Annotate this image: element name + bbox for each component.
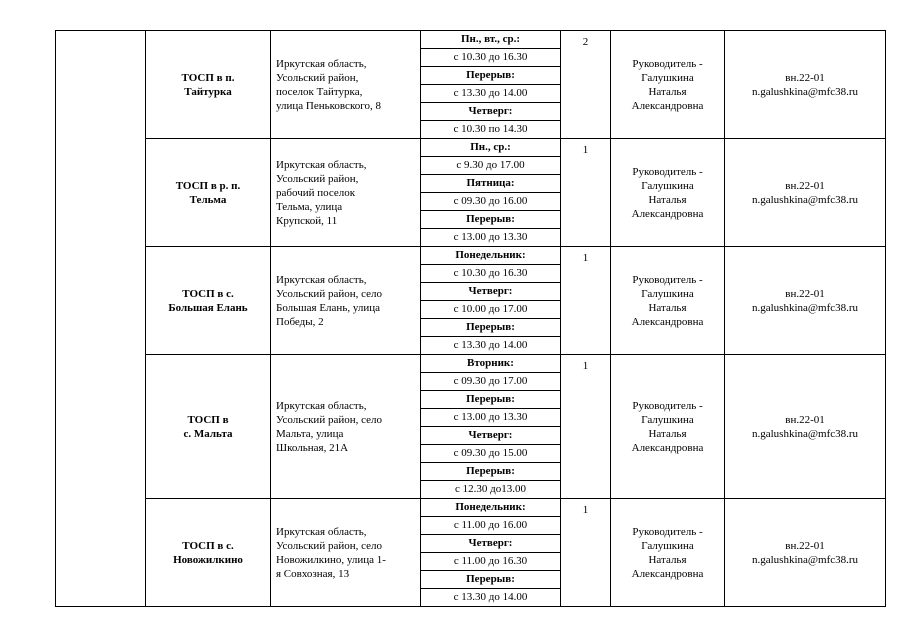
office-address-line: Усольский район, (276, 71, 359, 84)
office-head-line: Галушкина (641, 287, 694, 300)
schedule-heading: Четверг: (421, 283, 560, 301)
office-schedule-cell (421, 499, 561, 607)
office-count-value: 1 (582, 252, 589, 264)
office-schedule-cell (421, 247, 561, 355)
office-name-line: ТОСП в р. п. (175, 179, 241, 192)
office-count-cell (561, 139, 611, 247)
office-address-line: улица Пеньковского, 8 (276, 99, 381, 112)
office-head-line: Александровна (631, 207, 704, 220)
schedule-heading: Перерыв: (421, 391, 560, 409)
office-count-value: 1 (582, 504, 589, 516)
office-head-cell (611, 247, 725, 355)
office-address-line: Усольский район, (276, 172, 359, 185)
office-contact-cell (725, 139, 886, 247)
office-contact-line: вн.22-01 (785, 287, 825, 300)
office-contact-cell (725, 31, 886, 139)
office-schedule-cell (421, 31, 561, 139)
office-address-line: Большая Елань, улица (276, 301, 380, 314)
office-address-line: Иркутская область, (276, 525, 367, 538)
office-address-line: Усольский район, село (276, 539, 383, 552)
office-contact-cell (725, 499, 886, 607)
office-head-line: Галушкина (641, 413, 694, 426)
schedule-hours: с 13.30 до 14.00 (453, 339, 528, 351)
schedule-heading: Перерыв: (421, 67, 560, 85)
office-count-value: 2 (582, 36, 589, 48)
schedule-heading: Перерыв: (421, 463, 560, 481)
office-schedule-cell (421, 355, 561, 499)
office-address-line: Усольский район, село (276, 413, 383, 426)
schedule-hours: с 10.00 до 17.00 (421, 301, 560, 319)
office-head-cell (611, 355, 725, 499)
office-address-line: Школьная, 21А (276, 441, 349, 454)
schedule-heading: Четверг: (421, 535, 560, 553)
office-head-line: Руководитель - (632, 273, 703, 286)
schedule-heading: Четверг: (421, 427, 560, 445)
office-head-cell (611, 499, 725, 607)
office-head-line: Галушкина (641, 539, 694, 552)
office-head-line: Александровна (631, 99, 704, 112)
office-schedule-cell (421, 139, 561, 247)
office-head-line: Руководитель - (632, 57, 703, 70)
schedule-heading: Пятница: (421, 175, 560, 193)
office-address-line: Усольский район, село (276, 287, 383, 300)
office-contact-line: n.galushkina@mfc38.ru (751, 427, 859, 440)
schedule-hours: с 10.30 по 14.30 (453, 123, 528, 135)
office-count-cell (561, 355, 611, 499)
office-address-line: Иркутская область, (276, 57, 367, 70)
office-name-line: ТОСП в с. (182, 539, 234, 552)
office-contact-line: n.galushkina@mfc38.ru (751, 301, 859, 314)
office-name-cell (146, 31, 271, 139)
schedule-heading: Четверг: (421, 103, 560, 121)
schedule-hours: с 11.00 до 16.00 (421, 517, 560, 535)
office-head-cell (611, 139, 725, 247)
schedule-heading: Пн., вт., ср.: (421, 31, 560, 49)
office-address-line: Иркутская область, (276, 273, 367, 286)
office-address-cell (271, 247, 421, 355)
schedule-hours: с 10.30 до 16.30 (421, 49, 560, 67)
office-contact-line: n.galushkina@mfc38.ru (751, 85, 859, 98)
office-head-line: Наталья (648, 301, 687, 314)
office-head-line: Наталья (648, 193, 687, 206)
office-head-cell (611, 31, 725, 139)
office-contact-cell (725, 247, 886, 355)
office-address-line: Иркутская область, (276, 158, 367, 171)
office-address-cell (271, 139, 421, 247)
office-name-line: ТОСП в (187, 413, 229, 426)
schedule-hours: с 13.30 до 14.00 (453, 591, 528, 603)
office-address-cell (271, 31, 421, 139)
office-address-line: Крупской, 11 (276, 214, 338, 227)
table-row (56, 247, 886, 355)
office-head-line: Галушкина (641, 71, 694, 84)
schedule-heading: Понедельник: (421, 247, 560, 265)
office-head-line: Руководитель - (632, 525, 703, 538)
office-head-line: Наталья (648, 427, 687, 440)
office-head-line: Наталья (648, 553, 687, 566)
office-name-line: Новожилкино (173, 553, 243, 566)
office-address-line: Новожилкино, улица 1- (276, 553, 386, 566)
schedule-hours: с 09.30 до 16.00 (421, 193, 560, 211)
table-row (56, 31, 886, 139)
schedule-heading: Вторник: (421, 355, 560, 373)
office-contact-cell (725, 355, 886, 499)
schedule-hours: с 9.30 до 17.00 (421, 157, 560, 175)
schedule-hours: с 13.00 до 13.30 (453, 231, 528, 243)
office-name-line: ТОСП в п. (181, 71, 235, 84)
office-address-cell (271, 355, 421, 499)
office-count-cell (561, 247, 611, 355)
office-contact-line: n.galushkina@mfc38.ru (751, 193, 859, 206)
office-head-line: Наталья (648, 85, 687, 98)
schedule-hours: с 09.30 до 15.00 (421, 445, 560, 463)
table-row (56, 499, 886, 607)
office-head-line: Александровна (631, 315, 704, 328)
schedule-heading: Пн., ср.: (421, 139, 560, 157)
office-name-cell (146, 247, 271, 355)
office-count-cell (561, 499, 611, 607)
office-name-cell (146, 355, 271, 499)
office-count-value: 1 (582, 360, 589, 372)
office-head-line: Руководитель - (632, 399, 703, 412)
schedule-hours: с 10.30 до 16.30 (421, 265, 560, 283)
office-name-cell (146, 499, 271, 607)
office-count-cell (561, 31, 611, 139)
office-contact-line: вн.22-01 (785, 539, 825, 552)
office-name-cell (146, 139, 271, 247)
office-contact-line: вн.22-01 (785, 413, 825, 426)
office-head-line: Александровна (631, 441, 704, 454)
office-name-line: с. Мальта (183, 427, 233, 440)
table-row (56, 355, 886, 499)
office-head-line: Галушкина (641, 179, 694, 192)
office-address-line: поселок Тайтурка, (276, 85, 363, 98)
office-address-line: Мальта, улица (276, 427, 344, 440)
schedule-hours: с 13.00 до 13.30 (421, 409, 560, 427)
office-address-line: Иркутская область, (276, 399, 367, 412)
schedule-hours: с 09.30 до 17.00 (421, 373, 560, 391)
offices-table-body (56, 31, 886, 607)
office-contact-line: вн.22-01 (785, 71, 825, 84)
schedule-hours: с 11.00 до 16.30 (421, 553, 560, 571)
schedule-heading: Перерыв: (421, 571, 560, 589)
office-address-line: Победы, 2 (276, 315, 324, 328)
office-address-line: я Совхозная, 13 (276, 567, 350, 580)
office-address-line: Тельма, улица (276, 200, 343, 213)
schedule-hours: с 13.30 до 14.00 (421, 85, 560, 103)
schedule-heading: Перерыв: (421, 319, 560, 337)
office-name-line: Большая Елань (168, 301, 248, 314)
office-name-line: Тайтурка (184, 85, 232, 98)
table-row (56, 139, 886, 247)
office-address-line: рабочий поселок (276, 186, 356, 199)
office-address-cell (271, 499, 421, 607)
empty-index-cell (56, 31, 146, 607)
office-head-line: Александровна (631, 567, 704, 580)
office-head-line: Руководитель - (632, 165, 703, 178)
office-name-line: Тельма (189, 193, 227, 206)
office-contact-line: вн.22-01 (785, 179, 825, 192)
offices-table (55, 30, 886, 607)
office-name-line: ТОСП в с. (182, 287, 234, 300)
schedule-heading: Перерыв: (421, 211, 560, 229)
office-count-value: 1 (582, 144, 589, 156)
schedule-hours: с 12.30 до13.00 (455, 483, 526, 495)
office-contact-line: n.galushkina@mfc38.ru (751, 553, 859, 566)
schedule-heading: Понедельник: (421, 499, 560, 517)
